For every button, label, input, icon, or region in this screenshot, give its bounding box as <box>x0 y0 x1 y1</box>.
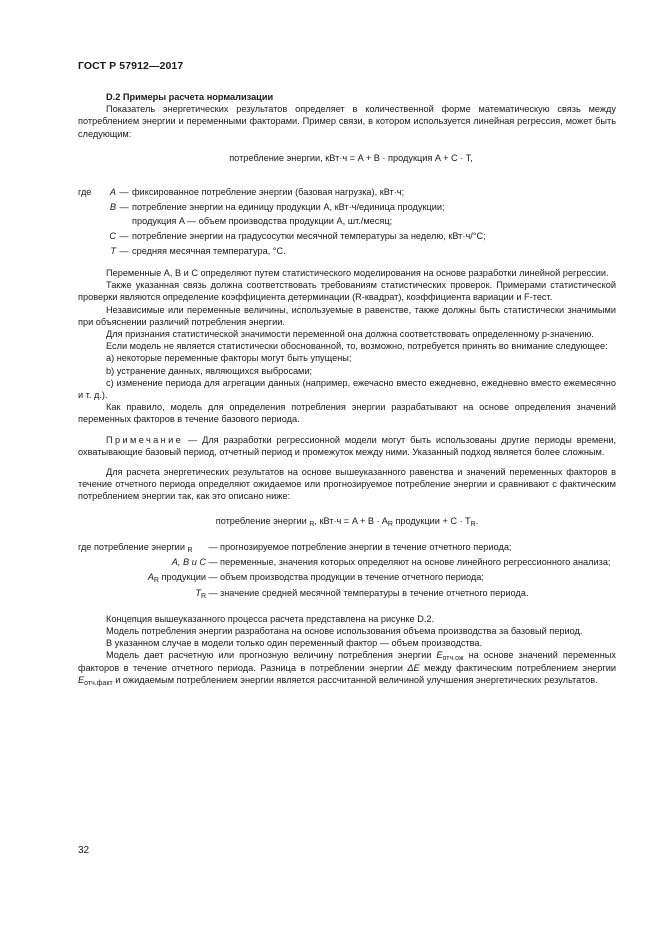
formula-2: потребление энергии $_R$, $кВт\cdot ч = A + B \cdot A_R$ продукции + $C \cdot T_R$. <box>215 515 479 528</box>
list-item: b) устранение данных, являющихся выбросами; <box>106 365 313 376</box>
definition-row <box>78 230 616 242</box>
definition-row <box>78 215 616 227</box>
definition-text: прогнозируемое потребление энергии в течение отчетного периода; <box>220 541 512 552</box>
symbol-AR-production: $A_R$ продукции <box>147 572 206 585</box>
formula-2-definitions <box>78 541 616 599</box>
definition-row <box>78 587 616 599</box>
formula-1-definitions <box>78 186 616 257</box>
definition-text: переменные, значения которых определяют на основе линейного регрессионного анализа; <box>220 557 611 568</box>
definition-text: фиксированное потребление энергии (базовая нагрузка), кВт·ч; <box>132 187 405 198</box>
definition-text: объем производства продукции в течение отчетного периода; <box>220 572 484 583</box>
section-title: D.2 Примеры расчета нормализации <box>106 92 274 102</box>
note-label: Примечание <box>106 434 184 445</box>
document-header: ГОСТ Р 57912—2017 <box>78 60 184 72</box>
definition-text: потребление энергии на единицу продукции A, кВт·ч/единица продукции; <box>132 201 445 212</box>
paragraph: Также указанная связь должна соответствовать требованиям статистических проверок. Примерами статистической проверки являются определение коэффициента детерминации (R-квадрат), коэффициента вариации и F-тест. <box>78 280 616 303</box>
formula-1: потребление энергии, кВт·ч = A + B · продукция A + C · T, <box>229 152 473 163</box>
definition-row: где потребление энергии $_R$ — прогнозируемое потребление энергии в течение отчетного периода; <box>78 541 616 553</box>
symbol-TR: $T_R$ <box>195 587 206 600</box>
paragraph: Как правило, модель для определения потребления энергии разрабатывают на основе определения значений переменных факторов в течение базового периода. <box>78 402 616 425</box>
definition-text: значение средней месячной температуры в течение отчетного периода. <box>220 587 529 598</box>
where-label: где <box>78 187 92 198</box>
definition-row <box>78 556 616 568</box>
symbols-ABC: A, B и C <box>171 557 206 568</box>
symbol-A: A <box>109 187 116 198</box>
paragraph: Модель потребления энергии разработана на основе использования объема производства за базовый период. <box>106 625 583 636</box>
dash: — <box>119 187 129 198</box>
paragraph: Независимые или переменные величины, используемые в равенстве, также должны быть статистически значимыми при объяснении различий потребления энергии. <box>78 304 616 327</box>
paragraph: Модель дает расчетную или прогнозную величину потребления энергии $E_{отч.ож}$ на основе значений переменных факторов в течение отчетного периода. Разница в потреблении энергии ΔE между фактическим потреблением энергии $E_{отч.факт}$ и ожидаемым потреблением энергии является рассчитанной величиной улучшения энергетических результатов. <box>78 650 616 687</box>
paragraph: Переменные A, B и C определяют путем статистического моделирования на основе разработки линейной регрессии. <box>106 268 609 279</box>
paragraph: Концепция вышеуказанного процесса расчета представлена на рисунке D.2. <box>106 613 435 624</box>
note-text: — Для разработки регрессионной модели могут быть использованы другие периоды времени, охватывающие базовый период, отчетный период и промежуток между ними. Указанный подход является более сложным. <box>78 434 616 457</box>
definition-row <box>78 186 616 198</box>
dash: — <box>119 245 129 256</box>
definition-row <box>78 571 616 583</box>
paragraph: Для признания статистической значимости переменной она должна соответствовать определенному p-значению. <box>106 329 594 340</box>
symbol-T: T <box>110 245 116 256</box>
document-body <box>78 91 616 686</box>
dash: — <box>119 201 129 212</box>
intro-paragraph: Показатель энергетических результатов определяет в количественной форме математическую связь между потреблением энергии и переменными факторами. Пример связи, в котором используется линейная регрессия, может быть следующим: <box>78 104 616 139</box>
paragraph: В указанном случае в модели только один переменный фактор — объем производства. <box>106 638 483 649</box>
definition-text: продукция A — объем производства продукции A, шт./месяц; <box>132 216 393 227</box>
definition-text: средняя месячная температура, °C. <box>132 245 286 256</box>
list-item: a) некоторые переменные факторы могут быть упущены; <box>106 353 352 364</box>
dash: — <box>208 587 218 598</box>
list-item: c) изменение периода для агрегации данных (например, ежечасно вместо ежедневно, ежедневно вместо ежемесячно и т. д.). <box>78 377 616 401</box>
note <box>78 434 616 458</box>
definition-row <box>78 201 616 213</box>
symbol-B: B <box>109 201 116 212</box>
dash: — <box>208 557 218 568</box>
definition-text: потребление энергии на градусосутки месячной температуры за неделю, кВт·ч/°C; <box>132 231 486 242</box>
dash: — <box>208 541 218 552</box>
definition-row <box>78 245 616 257</box>
symbol-C: C <box>109 231 116 242</box>
dash: — <box>208 572 218 583</box>
paragraph: Для расчета энергетических результатов на основе вышеуказанного равенства и значений переменных факторов в течение отчетного периода определяют ожидаемое или прогнозируемое потребление энергии и сравнивают с фактическим потреблением энергии так, как это описано ниже: <box>78 467 616 502</box>
paragraph: Если модель не является статистически обоснованной, то, возможно, потребуется принять во внимание следующее: <box>106 341 608 352</box>
dash: — <box>119 231 129 242</box>
page-number: 32 <box>78 845 90 856</box>
